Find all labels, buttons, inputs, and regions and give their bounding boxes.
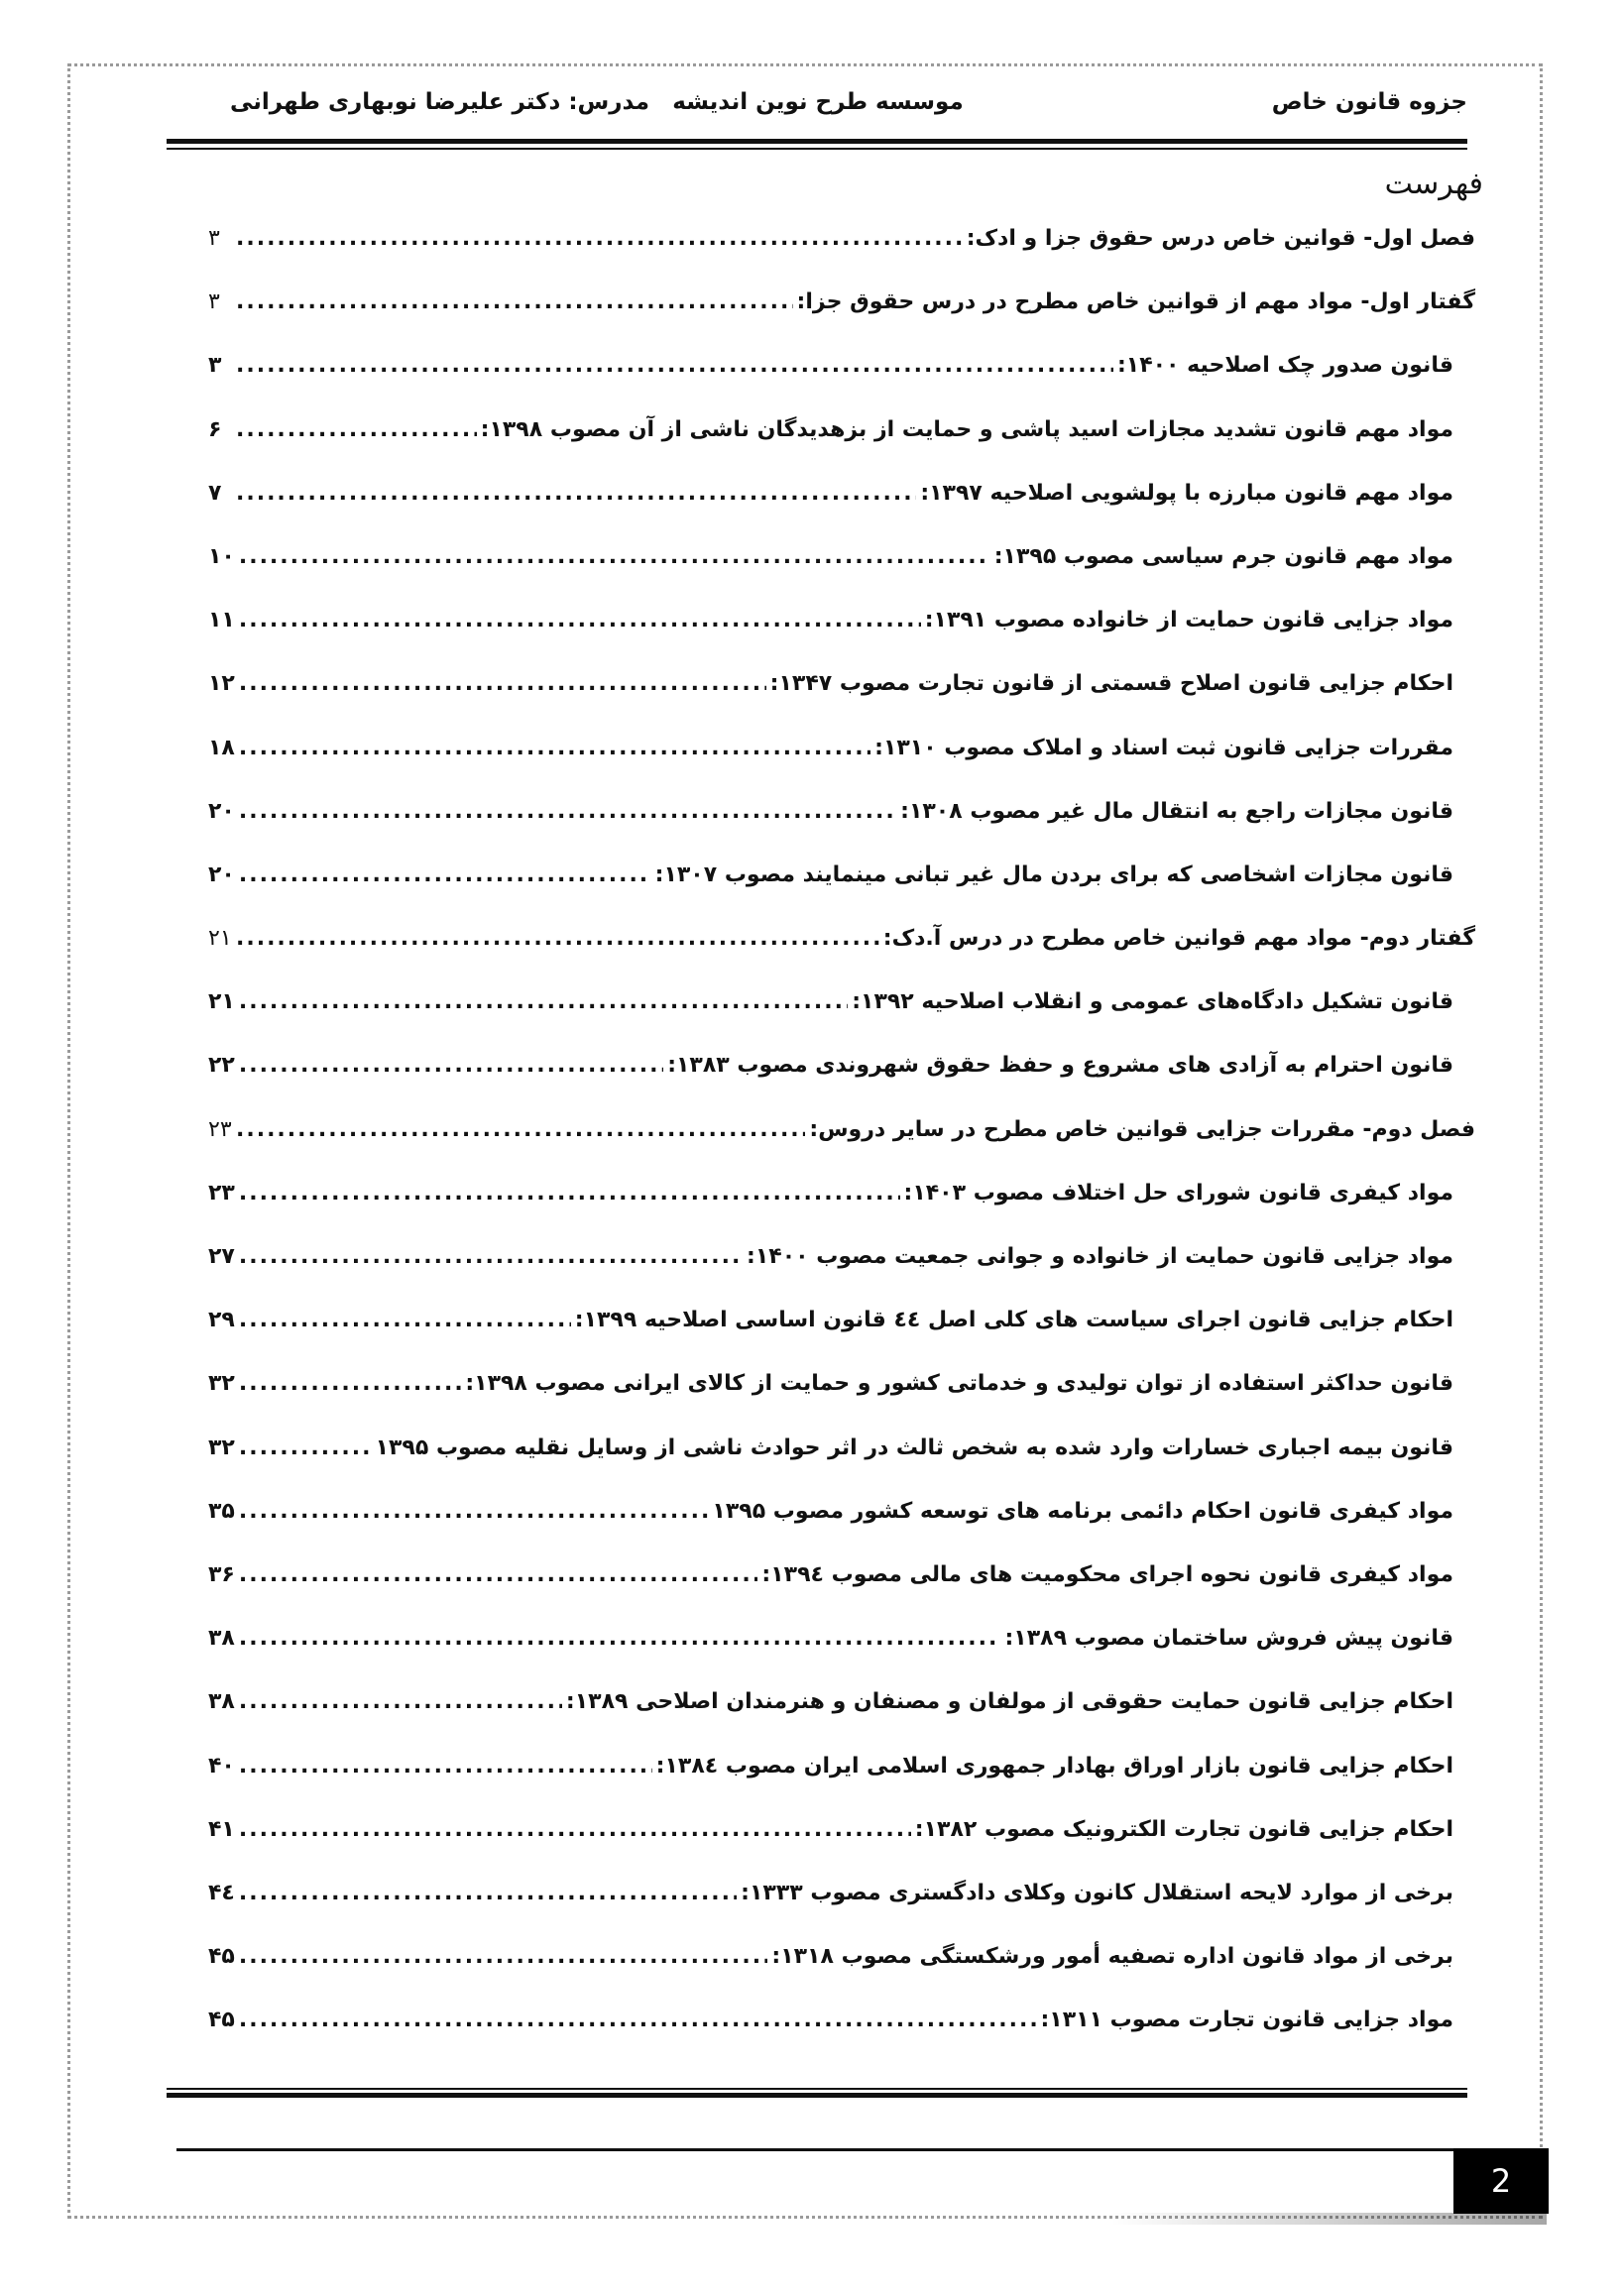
toc-entry-page: ۲۷ [208, 1244, 235, 1269]
toc-leader-dots [239, 1371, 461, 1396]
toc-entry-row[interactable] [208, 671, 1453, 696]
toc-entry-title: احکام جزایی قانون اجرای سیاست های کلی اصل ٤٤ قانون اساسی اصلاحیه ۱۳۹۹: [574, 1308, 1453, 1333]
toc-leader-dots [239, 1053, 663, 1078]
toc-entry-title: قانون پیش فروش ساختمان مصوب ۱۳۸۹: [1004, 1626, 1453, 1652]
toc-entry-row[interactable] [208, 481, 1453, 506]
toc-entry-row[interactable] [208, 226, 1475, 251]
toc-leader-dots [239, 1562, 758, 1587]
toc-leader-dots [239, 544, 990, 569]
toc-entry-row[interactable] [208, 1371, 1453, 1396]
toc-entry-title: احکام جزایی قانون تجارت الکترونیک مصوب ۱۳۸۲: [914, 1816, 1453, 1842]
toc-entry-title: قانون احترام به آزادی های مشروع و حفظ حقوق شهروندی مصوب ۱۳۸۳: [667, 1053, 1453, 1079]
institute-name: موسسه طرح نوین اندیشه [672, 89, 964, 115]
toc-entry-row[interactable] [208, 926, 1475, 951]
toc-entry-page: ۳ [208, 353, 222, 379]
toc-entry[interactable] [0, 1936, 1622, 2000]
toc-list [0, 218, 1622, 2063]
toc-leader-dots [239, 736, 870, 760]
toc-entry[interactable] [0, 981, 1622, 1045]
toc-entry-title: قانون تشکیل دادگاه‌های عمومی و انقلاب اصلاحیه ۱۳۹۲: [852, 989, 1453, 1015]
toc-entry-title: مواد کیفری قانون نحوه اجرای محکومیت های مالی مصوب ۱۳۹٤: [761, 1561, 1453, 1587]
toc-leader-dots [236, 353, 1113, 378]
toc-entry-title: مواد کیفری قانون احکام دائمی برنامه های توسعه کشور مصوب ۱۳۹۵ [712, 1498, 1453, 1524]
toc-entry[interactable] [0, 1809, 1622, 1873]
page-header [169, 89, 1467, 139]
toc-entry-page: ۱۲ [208, 671, 235, 697]
toc-leader-dots [236, 417, 477, 442]
toc-entry-page: ۱۸ [208, 735, 235, 760]
toc-entry-row[interactable] [208, 1244, 1453, 1269]
toc-entry-title: گفتار دوم- مواد مهم قوانین خاص مطرح در درس آ.دک: [882, 926, 1475, 952]
toc-entry-page: ۴۰ [208, 1753, 235, 1779]
toc-entry[interactable] [0, 473, 1622, 536]
header-rule-thin [167, 148, 1467, 150]
toc-entry-title: مواد جزایی قانون حمایت از خانواده و جوانی جمعیت مصوب ۱۴۰۰: [747, 1244, 1453, 1269]
toc-entry[interactable] [0, 1618, 1622, 1681]
toc-entry-page: ۴۵ [208, 2008, 235, 2033]
toc-leader-dots [239, 1689, 562, 1714]
toc-entry-row[interactable] [208, 1944, 1453, 1969]
toc-entry-title: مواد کیفری قانون شورای حل اختلاف مصوب ۱۴۰۳: [903, 1180, 1453, 1205]
footer-rule-thin [167, 2088, 1467, 2090]
toc-entry[interactable] [0, 1045, 1622, 1108]
toc-leader-dots [239, 1944, 768, 1969]
toc-entry-row[interactable] [208, 1308, 1453, 1332]
toc-leader-dots [239, 671, 766, 696]
toc-entry-page: ۱۱ [208, 608, 235, 633]
page-number: 2 [1490, 2162, 1512, 2200]
toc-entry-row[interactable] [208, 1117, 1475, 1142]
page-number-box [1453, 2148, 1549, 2214]
toc-entry-row[interactable] [208, 289, 1475, 314]
toc-title: فهرست [1384, 167, 1483, 201]
toc-entry[interactable] [0, 282, 1622, 345]
toc-entry-page: ۲۰ [208, 798, 235, 824]
toc-entry[interactable] [0, 1363, 1622, 1427]
toc-entry-page: ۳۸ [208, 1689, 235, 1715]
toc-entry[interactable] [0, 1554, 1622, 1618]
toc-entry-title: احکام جزایی قانون حمایت حقوقی از مولفان و مصنفان و هنرمندان اصلاحی ۱۳۸۹: [565, 1689, 1453, 1715]
toc-entry[interactable] [0, 855, 1622, 918]
toc-entry-page: ۳۲ [208, 1435, 235, 1460]
toc-entry-row[interactable] [208, 417, 1453, 442]
toc-entry-title: قانون صدور چک اصلاحیه ۱۴۰۰: [1116, 353, 1453, 379]
toc-entry-page: ۳۶ [208, 1561, 235, 1587]
footer-rule-thick [167, 2093, 1467, 2098]
toc-entry-title: قانون مجازات اشخاصی که برای بردن مال غیر تبانی مینمایند مصوب ۱۳۰۷: [654, 861, 1453, 887]
toc-entry-page: ۲۱ [208, 926, 232, 952]
toc-entry-row[interactable] [208, 862, 1453, 887]
toc-entry-title: مواد جزایی قانون حمایت از خانواده مصوب ۱۳۹۱: [924, 608, 1453, 633]
toc-entry-title: مواد مهم قانون تشدید مجازات اسید پاشی و حمایت از بزهدیدگان ناشی از آن مصوب ۱۳۹۸: [480, 416, 1453, 442]
toc-entry[interactable] [0, 536, 1622, 600]
toc-entry[interactable] [0, 1746, 1622, 1809]
toc-entry[interactable] [0, 728, 1622, 791]
footer-rule-bottom [176, 2148, 1455, 2151]
toc-entry-title: مواد مهم قانون جرم سیاسی مصوب ۱۳۹۵: [993, 543, 1453, 569]
toc-leader-dots [239, 799, 896, 824]
toc-leader-dots [239, 1244, 743, 1269]
toc-entry[interactable] [0, 1300, 1622, 1363]
toc-entry-title: قانون مجازات راجع به انتقال مال غیر مصوب ۱۳۰۸: [900, 798, 1453, 824]
toc-leader-dots [239, 1626, 1001, 1651]
toc-entry-row[interactable] [208, 544, 1453, 569]
toc-leader-dots [236, 289, 793, 314]
toc-entry-page: ۲۹ [208, 1308, 235, 1333]
toc-entry-title: احکام جزایی قانون بازار اوراق بهادار جمهوری اسلامی ایران مصوب ۱۳۸٤: [655, 1753, 1453, 1779]
toc-entry-page: ۴٤ [208, 1880, 235, 1905]
toc-entry-row[interactable] [208, 1435, 1453, 1460]
toc-entry[interactable] [0, 345, 1622, 408]
toc-entry-page: ۳ [208, 226, 220, 251]
toc-leader-dots [239, 1499, 709, 1524]
toc-entry[interactable] [0, 218, 1622, 282]
toc-entry[interactable] [0, 663, 1622, 727]
book-title: جزوه قانون خاص [1271, 89, 1467, 115]
toc-entry[interactable] [0, 1109, 1622, 1173]
toc-leader-dots [239, 1435, 372, 1460]
toc-entry[interactable] [0, 1681, 1622, 1745]
toc-leader-dots [239, 1754, 652, 1779]
toc-entry[interactable] [0, 791, 1622, 855]
toc-entry-row[interactable] [208, 1626, 1453, 1651]
toc-entry-row[interactable] [208, 799, 1453, 824]
toc-entry-page: ۲۳ [208, 1116, 232, 1142]
toc-leader-dots [239, 1308, 571, 1332]
toc-entry-title: قانون بیمه اجباری خسارات وارد شده به شخص ثالث در اثر حوادث ناشی از وسایل نقلیه مصوب ۱۳۹۵ [375, 1435, 1453, 1460]
toc-entry-row[interactable] [208, 608, 1453, 632]
toc-entry-row[interactable] [208, 1817, 1453, 1842]
toc-entry-row[interactable] [208, 1181, 1453, 1205]
toc-entry-title: فصل اول- قوانین خاص درس حقوق جزا و ادک: [966, 226, 1475, 251]
toc-leader-dots [239, 862, 651, 887]
toc-entry-row[interactable] [208, 1562, 1453, 1587]
toc-entry[interactable] [0, 600, 1622, 663]
toc-entry-row[interactable] [208, 1754, 1453, 1779]
toc-entry[interactable] [0, 1428, 1622, 1491]
toc-entry-page: ۱۰ [208, 543, 235, 569]
toc-entry-page: ۳۵ [208, 1498, 235, 1524]
toc-leader-dots [239, 989, 848, 1014]
toc-entry-title: احکام جزایی قانون اصلاح قسمتی از قانون تجارت مصوب ۱۳۴۷: [769, 671, 1453, 697]
toc-entry-row[interactable] [208, 353, 1453, 378]
toc-entry-page: ۲۳ [208, 1180, 235, 1205]
toc-leader-dots [239, 2008, 1037, 2032]
toc-entry-page: ۳۲ [208, 1371, 235, 1397]
toc-entry-title: برخی از مواد قانون اداره تصفیه أمور ورشکستگی مصوب ۱۳۱۸: [771, 1944, 1453, 1970]
toc-entry[interactable] [0, 918, 1622, 981]
toc-entry-page: ۶ [208, 416, 222, 442]
toc-leader-dots [239, 1181, 900, 1205]
toc-entry-page: ۳ [208, 289, 220, 315]
toc-entry[interactable] [0, 2000, 1622, 2063]
toc-entry-title: برخی از موارد لایحه استقلال کانون وکلای دادگستری مصوب ۱۳۳۳: [741, 1880, 1453, 1905]
toc-entry-page: ۲۰ [208, 861, 235, 887]
toc-entry-page: ۴۱ [208, 1816, 235, 1842]
toc-entry-page: ۲۱ [208, 989, 235, 1015]
toc-entry-row[interactable] [208, 1689, 1453, 1714]
toc-entry-title: مواد مهم قانون مبارزه با پولشویی اصلاحیه ۱۳۹۷: [920, 480, 1453, 506]
toc-entry-page: ۳۸ [208, 1626, 235, 1652]
toc-entry-row[interactable] [208, 736, 1453, 760]
toc-leader-dots [236, 1117, 805, 1142]
toc-entry[interactable] [0, 1873, 1622, 1936]
toc-entry-title: گفتار اول- مواد مهم از قوانین خاص مطرح در درس حقوق جزا: [796, 289, 1475, 315]
toc-leader-dots [236, 481, 916, 506]
toc-entry-row[interactable] [208, 1881, 1453, 1905]
footer-shadow [1110, 2213, 1547, 2225]
toc-entry-page: ۲۲ [208, 1053, 235, 1079]
toc-leader-dots [239, 1881, 737, 1905]
toc-leader-dots [239, 608, 921, 632]
toc-entry-title: مواد جزایی قانون تجارت مصوب ۱۳۱۱: [1040, 2008, 1453, 2033]
toc-entry[interactable] [0, 409, 1622, 473]
toc-entry[interactable] [0, 1173, 1622, 1236]
toc-entry-title: فصل دوم- مقررات جزایی قوانین خاص مطرح در سایر دروس: [809, 1116, 1475, 1142]
instructor-name: مدرس: دکتر علیرضا نوبهاری طهرانی [230, 89, 650, 115]
toc-leader-dots [239, 1817, 911, 1842]
toc-leader-dots [236, 926, 879, 951]
toc-entry[interactable] [0, 1491, 1622, 1554]
toc-entry-title: مقررات جزایی قانون ثبت اسناد و املاک مصوب ۱۳۱۰: [874, 735, 1453, 760]
toc-entry-page: ۴۵ [208, 1944, 235, 1970]
toc-entry-row[interactable] [208, 989, 1453, 1014]
header-rule-thick [167, 139, 1467, 144]
toc-entry-row[interactable] [208, 2008, 1453, 2032]
toc-leader-dots [236, 226, 963, 251]
toc-entry-row[interactable] [208, 1499, 1453, 1524]
toc-entry[interactable] [0, 1236, 1622, 1300]
toc-entry-page: ۷ [208, 480, 222, 506]
toc-entry-title: قانون حداکثر استفاده از توان تولیدی و خدماتی کشور و حمایت از کالای ایرانی مصوب ۱۳۹۸: [465, 1371, 1453, 1397]
toc-entry-row[interactable] [208, 1053, 1453, 1078]
